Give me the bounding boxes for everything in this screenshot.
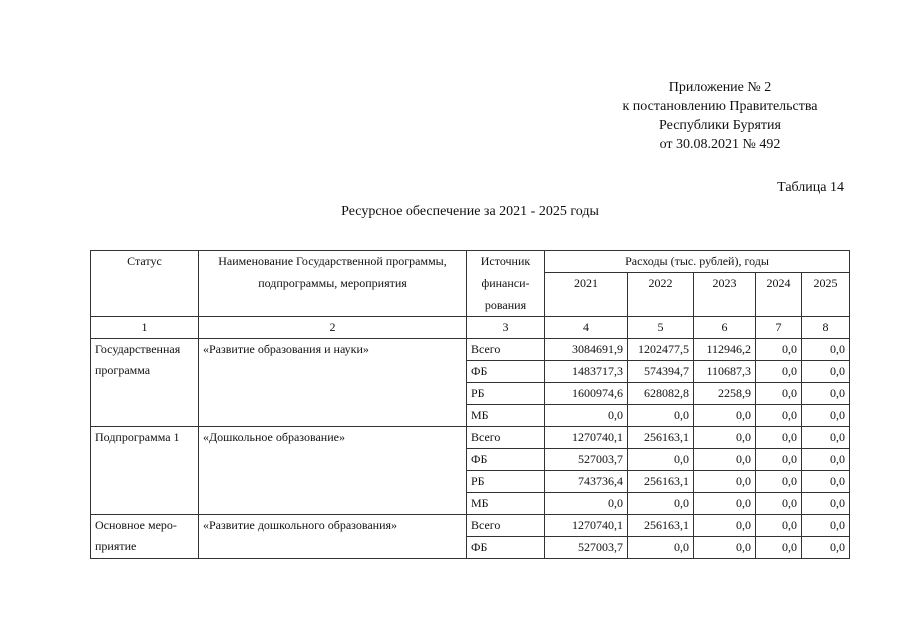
row-value: 0,0 (802, 339, 850, 361)
row-source: ФБ (467, 449, 545, 471)
table-body (91, 251, 850, 559)
row-source: РБ (467, 471, 545, 493)
table-title: Ресурсное обеспечение за 2021 - 2025 годы (341, 204, 599, 219)
row-value: 0,0 (802, 383, 850, 405)
row-value: 0,0 (756, 405, 802, 427)
col-number: 1 (91, 317, 199, 339)
row-value: 0,0 (628, 405, 694, 427)
resource-table (90, 250, 850, 559)
row-value: 0,0 (694, 449, 756, 471)
row-value: 0,0 (802, 361, 850, 383)
col-number: 7 (756, 317, 802, 339)
row-value: 0,0 (694, 427, 756, 449)
row-value: 743736,4 (545, 471, 628, 493)
row-value: 256163,1 (628, 427, 694, 449)
row-value: 0,0 (756, 339, 802, 361)
row-value: 628082,8 (628, 383, 694, 405)
header-year-2023: 2023 (694, 273, 756, 317)
row-value: 0,0 (802, 449, 850, 471)
row-source: РБ (467, 383, 545, 405)
row-value: 0,0 (802, 405, 850, 427)
appendix-line-2: к постановлению Правительства (622, 99, 818, 114)
row-value: 0,0 (694, 537, 756, 559)
header-year-2021: 2021 (545, 273, 628, 317)
row-status (91, 339, 199, 427)
row-name: «Развитие дошкольного образования» (199, 515, 467, 559)
row-value: 0,0 (628, 537, 694, 559)
header-status: Статус (91, 251, 199, 273)
row-value: 112946,2 (694, 339, 756, 361)
appendix-line-3: Республики Бурятия (659, 118, 781, 133)
appendix-header (560, 78, 880, 154)
appendix-line-1: Приложение № 2 (668, 80, 772, 95)
col-number: 3 (467, 317, 545, 339)
row-value: 256163,1 (628, 471, 694, 493)
row-value: 1600974,6 (545, 383, 628, 405)
row-value: 0,0 (802, 471, 850, 493)
row-value: 0,0 (756, 383, 802, 405)
header-name-line-1: Наименование Государственной программы, (199, 251, 467, 273)
row-status-line-1: Основное меро- (95, 518, 177, 532)
row-source: Всего (467, 515, 545, 537)
row-value: 0,0 (802, 537, 850, 559)
row-value: 0,0 (694, 515, 756, 537)
row-value: 2258,9 (694, 383, 756, 405)
header-expenses: Расходы (тыс. рублей), годы (545, 251, 850, 273)
row-status-line-1: Государственная (95, 342, 181, 356)
row-source: ФБ (467, 537, 545, 559)
row-status-line-2: приятие (95, 539, 137, 553)
row-value: 0,0 (694, 405, 756, 427)
row-value: 0,0 (802, 493, 850, 515)
row-value: 0,0 (628, 493, 694, 515)
row-value: 0,0 (756, 361, 802, 383)
row-source: Всего (467, 427, 545, 449)
row-name: «Дошкольное образование» (199, 427, 467, 515)
row-source: МБ (467, 405, 545, 427)
row-status-line-1: Подпрограмма 1 (95, 430, 180, 444)
table-row (91, 339, 850, 361)
row-source: ФБ (467, 361, 545, 383)
row-value: 1270740,1 (545, 427, 628, 449)
row-value: 0,0 (694, 493, 756, 515)
row-value: 110687,3 (694, 361, 756, 383)
col-number: 4 (545, 317, 628, 339)
row-value: 0,0 (628, 449, 694, 471)
row-value: 0,0 (756, 427, 802, 449)
header-source-line-3: рования (467, 295, 545, 317)
row-value: 0,0 (545, 493, 628, 515)
col-number: 6 (694, 317, 756, 339)
row-value: 527003,7 (545, 537, 628, 559)
table-number: Таблица 14 (777, 180, 844, 195)
header-source-line-1: Источник (467, 251, 545, 273)
numbering-row (91, 317, 850, 339)
header-row-1 (91, 251, 850, 273)
col-number: 2 (199, 317, 467, 339)
col-number: 5 (628, 317, 694, 339)
row-value: 0,0 (694, 471, 756, 493)
row-value: 0,0 (802, 427, 850, 449)
row-value: 1483717,3 (545, 361, 628, 383)
row-value: 0,0 (802, 515, 850, 537)
row-value: 0,0 (545, 405, 628, 427)
table-row (91, 427, 850, 449)
header-name-line-2: подпрограммы, мероприятия (199, 273, 467, 295)
table-row (91, 515, 850, 537)
header-source-line-2: финанси- (467, 273, 545, 295)
header-year-2022: 2022 (628, 273, 694, 317)
header-year-2025: 2025 (802, 273, 850, 317)
row-source: МБ (467, 493, 545, 515)
row-status-line-2: программа (95, 363, 151, 377)
row-value: 0,0 (756, 449, 802, 471)
row-value: 0,0 (756, 537, 802, 559)
row-value: 256163,1 (628, 515, 694, 537)
header-row-2 (91, 273, 850, 295)
header-year-2024: 2024 (756, 273, 802, 317)
row-status (91, 515, 199, 559)
appendix-line-4: от 30.08.2021 № 492 (659, 137, 781, 152)
col-number: 8 (802, 317, 850, 339)
row-name: «Развитие образования и науки» (199, 339, 467, 427)
row-source: Всего (467, 339, 545, 361)
row-value: 3084691,9 (545, 339, 628, 361)
row-value: 0,0 (756, 493, 802, 515)
row-value: 1202477,5 (628, 339, 694, 361)
row-value: 527003,7 (545, 449, 628, 471)
row-status (91, 427, 199, 515)
row-value: 0,0 (756, 515, 802, 537)
row-value: 574394,7 (628, 361, 694, 383)
row-value: 1270740,1 (545, 515, 628, 537)
row-value: 0,0 (756, 471, 802, 493)
